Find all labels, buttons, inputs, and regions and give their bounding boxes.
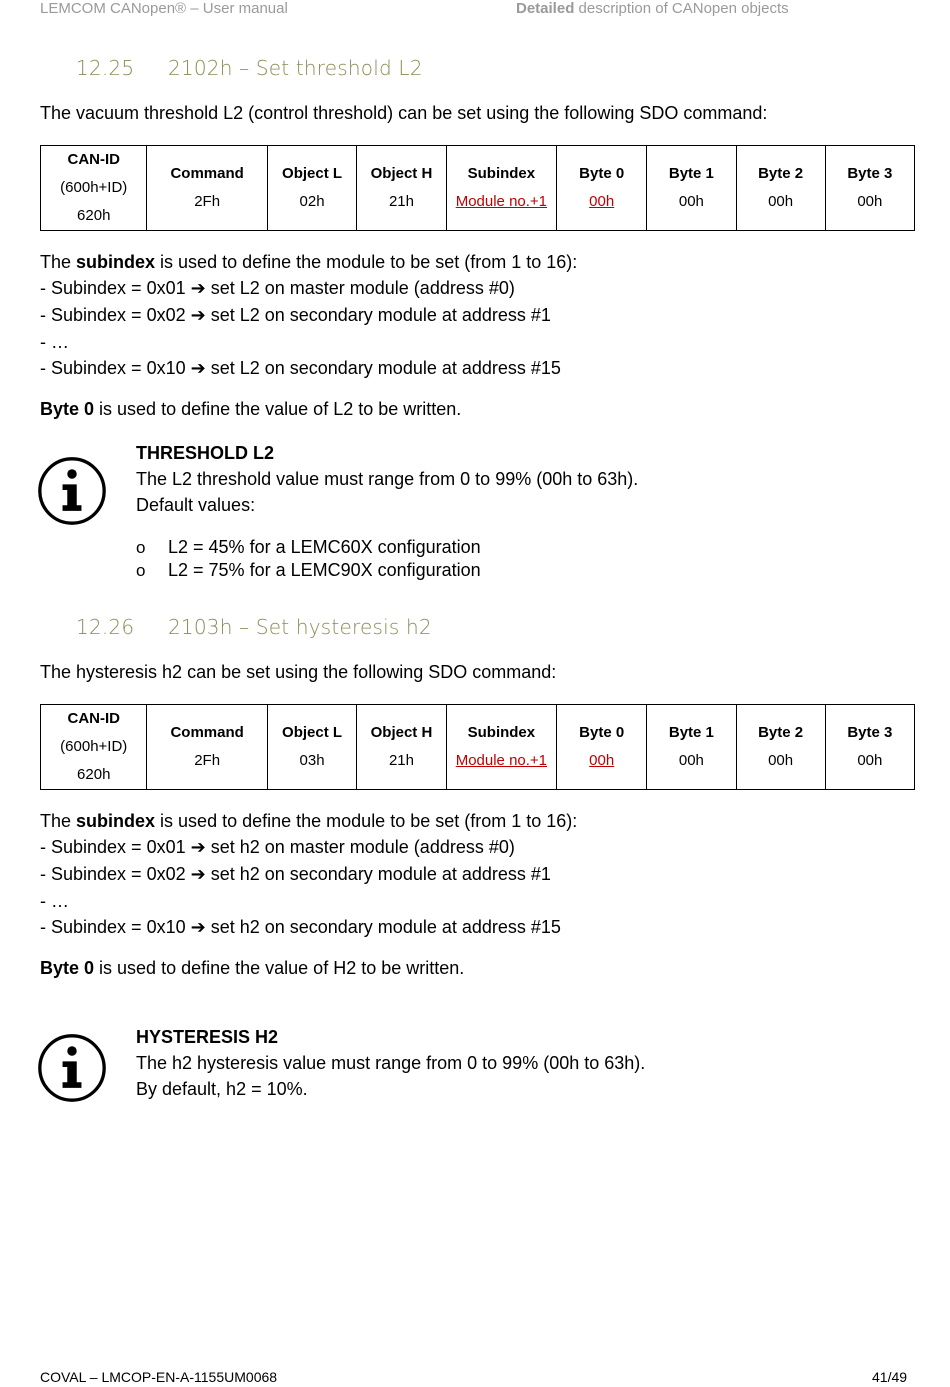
sdo-command-table xyxy=(40,704,915,790)
arrow-right-icon: ➔ xyxy=(190,305,206,326)
byte2-cell: Byte 2 00h xyxy=(736,705,825,790)
list-item: o L2 = 75% for a LEMC90X configuration xyxy=(136,560,481,580)
command-cell: Command 2Fh xyxy=(147,705,267,790)
section-intro: The hysteresis h2 can be set using the following SDO command: xyxy=(40,662,557,682)
list-item: o L2 = 45% for a LEMC60X configuration xyxy=(136,537,481,557)
object-h-cell: Object H 21h xyxy=(357,705,446,790)
header-left: LEMCOM CANopen® – User manual xyxy=(40,0,288,17)
note-hysteresis-h2 xyxy=(136,1024,645,1102)
byte1-cell: Byte 1 00h xyxy=(647,146,736,231)
byte2-cell: Byte 2 00h xyxy=(736,146,825,231)
byte1-cell: Byte 1 00h xyxy=(647,705,736,790)
section-intro: The vacuum threshold L2 (control threshold) can be set using the following SDO command: xyxy=(40,103,768,123)
arrow-right-icon: ➔ xyxy=(190,917,206,938)
object-l-cell: Object L 03h xyxy=(267,705,356,790)
sdo-command-table xyxy=(40,145,915,231)
section-heading-12-26: 12.26 2103h – Set hysteresis h2 xyxy=(76,615,432,639)
list-item: - Subindex = 0x10 ➔ set h2 on secondary module at address #15 xyxy=(40,917,561,938)
list-item: - Subindex = 0x01 ➔ set h2 on master module (address #0) xyxy=(40,837,515,858)
subindex-cell: Subindex Module no.+1 xyxy=(446,146,556,231)
subindex-description: The subindex is used to define the module to be set (from 1 to 16): - Subindex = 0x01 ➔ set h2 on master module (address #0) - Subindex = 0x02 ➔ set h2 on secondary module at address #1 - … - Subindex = 0x10 ➔ set h2 on secondary module at address #15 xyxy=(40,808,577,941)
canid-cell: CAN-ID (600h+ID) 620h xyxy=(41,705,147,790)
subindex-description: The subindex is used to define the module to be set (from 1 to 16): - Subindex = 0x01 ➔ set L2 on master module (address #0) - Subindex = 0x02 ➔ set L2 on secondary module at address #1 - … - Subindex = 0x10 ➔ set L2 on secondary module at address #15 xyxy=(40,249,577,382)
note-text: Default values: xyxy=(136,495,256,515)
list-item: - Subindex = 0x02 ➔ set L2 on secondary module at address #1 xyxy=(40,305,551,326)
note-threshold-l2 xyxy=(136,440,638,582)
object-l-cell: Object L 02h xyxy=(267,146,356,231)
byte0-cell: Byte 0 00h xyxy=(557,705,647,790)
note-title: HYSTERESIS H2 xyxy=(136,1027,279,1047)
list-item: - Subindex = 0x10 ➔ set L2 on secondary module at address #15 xyxy=(40,358,561,379)
subindex-cell: Subindex Module no.+1 xyxy=(446,705,556,790)
info-icon xyxy=(37,456,107,526)
object-h-cell: Object H 21h xyxy=(357,146,446,231)
section-heading-12-25: 12.25 2102h – Set threshold L2 xyxy=(76,56,423,80)
arrow-right-icon: ➔ xyxy=(190,278,206,299)
page-number: 41/49 xyxy=(872,1369,908,1385)
command-cell: Command 2Fh xyxy=(147,146,267,231)
byte0-description: Byte 0 is used to define the value of H2 to be written. xyxy=(40,958,465,978)
arrow-right-icon: ➔ xyxy=(190,358,206,379)
list-item: - … xyxy=(40,891,69,911)
footer-left: COVAL – LMCOP-EN-A-1155UM0068 xyxy=(40,1369,278,1385)
info-icon xyxy=(37,1033,107,1103)
note-text: The h2 hysteresis value must range from 0 to 99% (00h to 63h). xyxy=(136,1053,646,1073)
byte3-cell: Byte 3 00h xyxy=(825,146,914,231)
note-text: The L2 threshold value must range from 0 to 99% (00h to 63h). xyxy=(136,469,639,489)
list-item: - … xyxy=(40,332,69,352)
header-right: Detailed description of CANopen objects xyxy=(516,0,789,17)
byte0-cell: Byte 0 00h xyxy=(557,146,647,231)
byte3-cell: Byte 3 00h xyxy=(825,705,914,790)
list-item: - Subindex = 0x01 ➔ set L2 on master module (address #0) xyxy=(40,278,515,299)
note-text: By default, h2 = 10%. xyxy=(136,1079,308,1099)
byte0-description: Byte 0 is used to define the value of L2 to be written. xyxy=(40,399,462,419)
list-item: - Subindex = 0x02 ➔ set h2 on secondary module at address #1 xyxy=(40,864,551,885)
arrow-right-icon: ➔ xyxy=(190,837,206,858)
note-title: THRESHOLD L2 xyxy=(136,443,275,463)
arrow-right-icon: ➔ xyxy=(190,864,206,885)
canid-cell: CAN-ID (600h+ID) 620h xyxy=(41,146,147,231)
